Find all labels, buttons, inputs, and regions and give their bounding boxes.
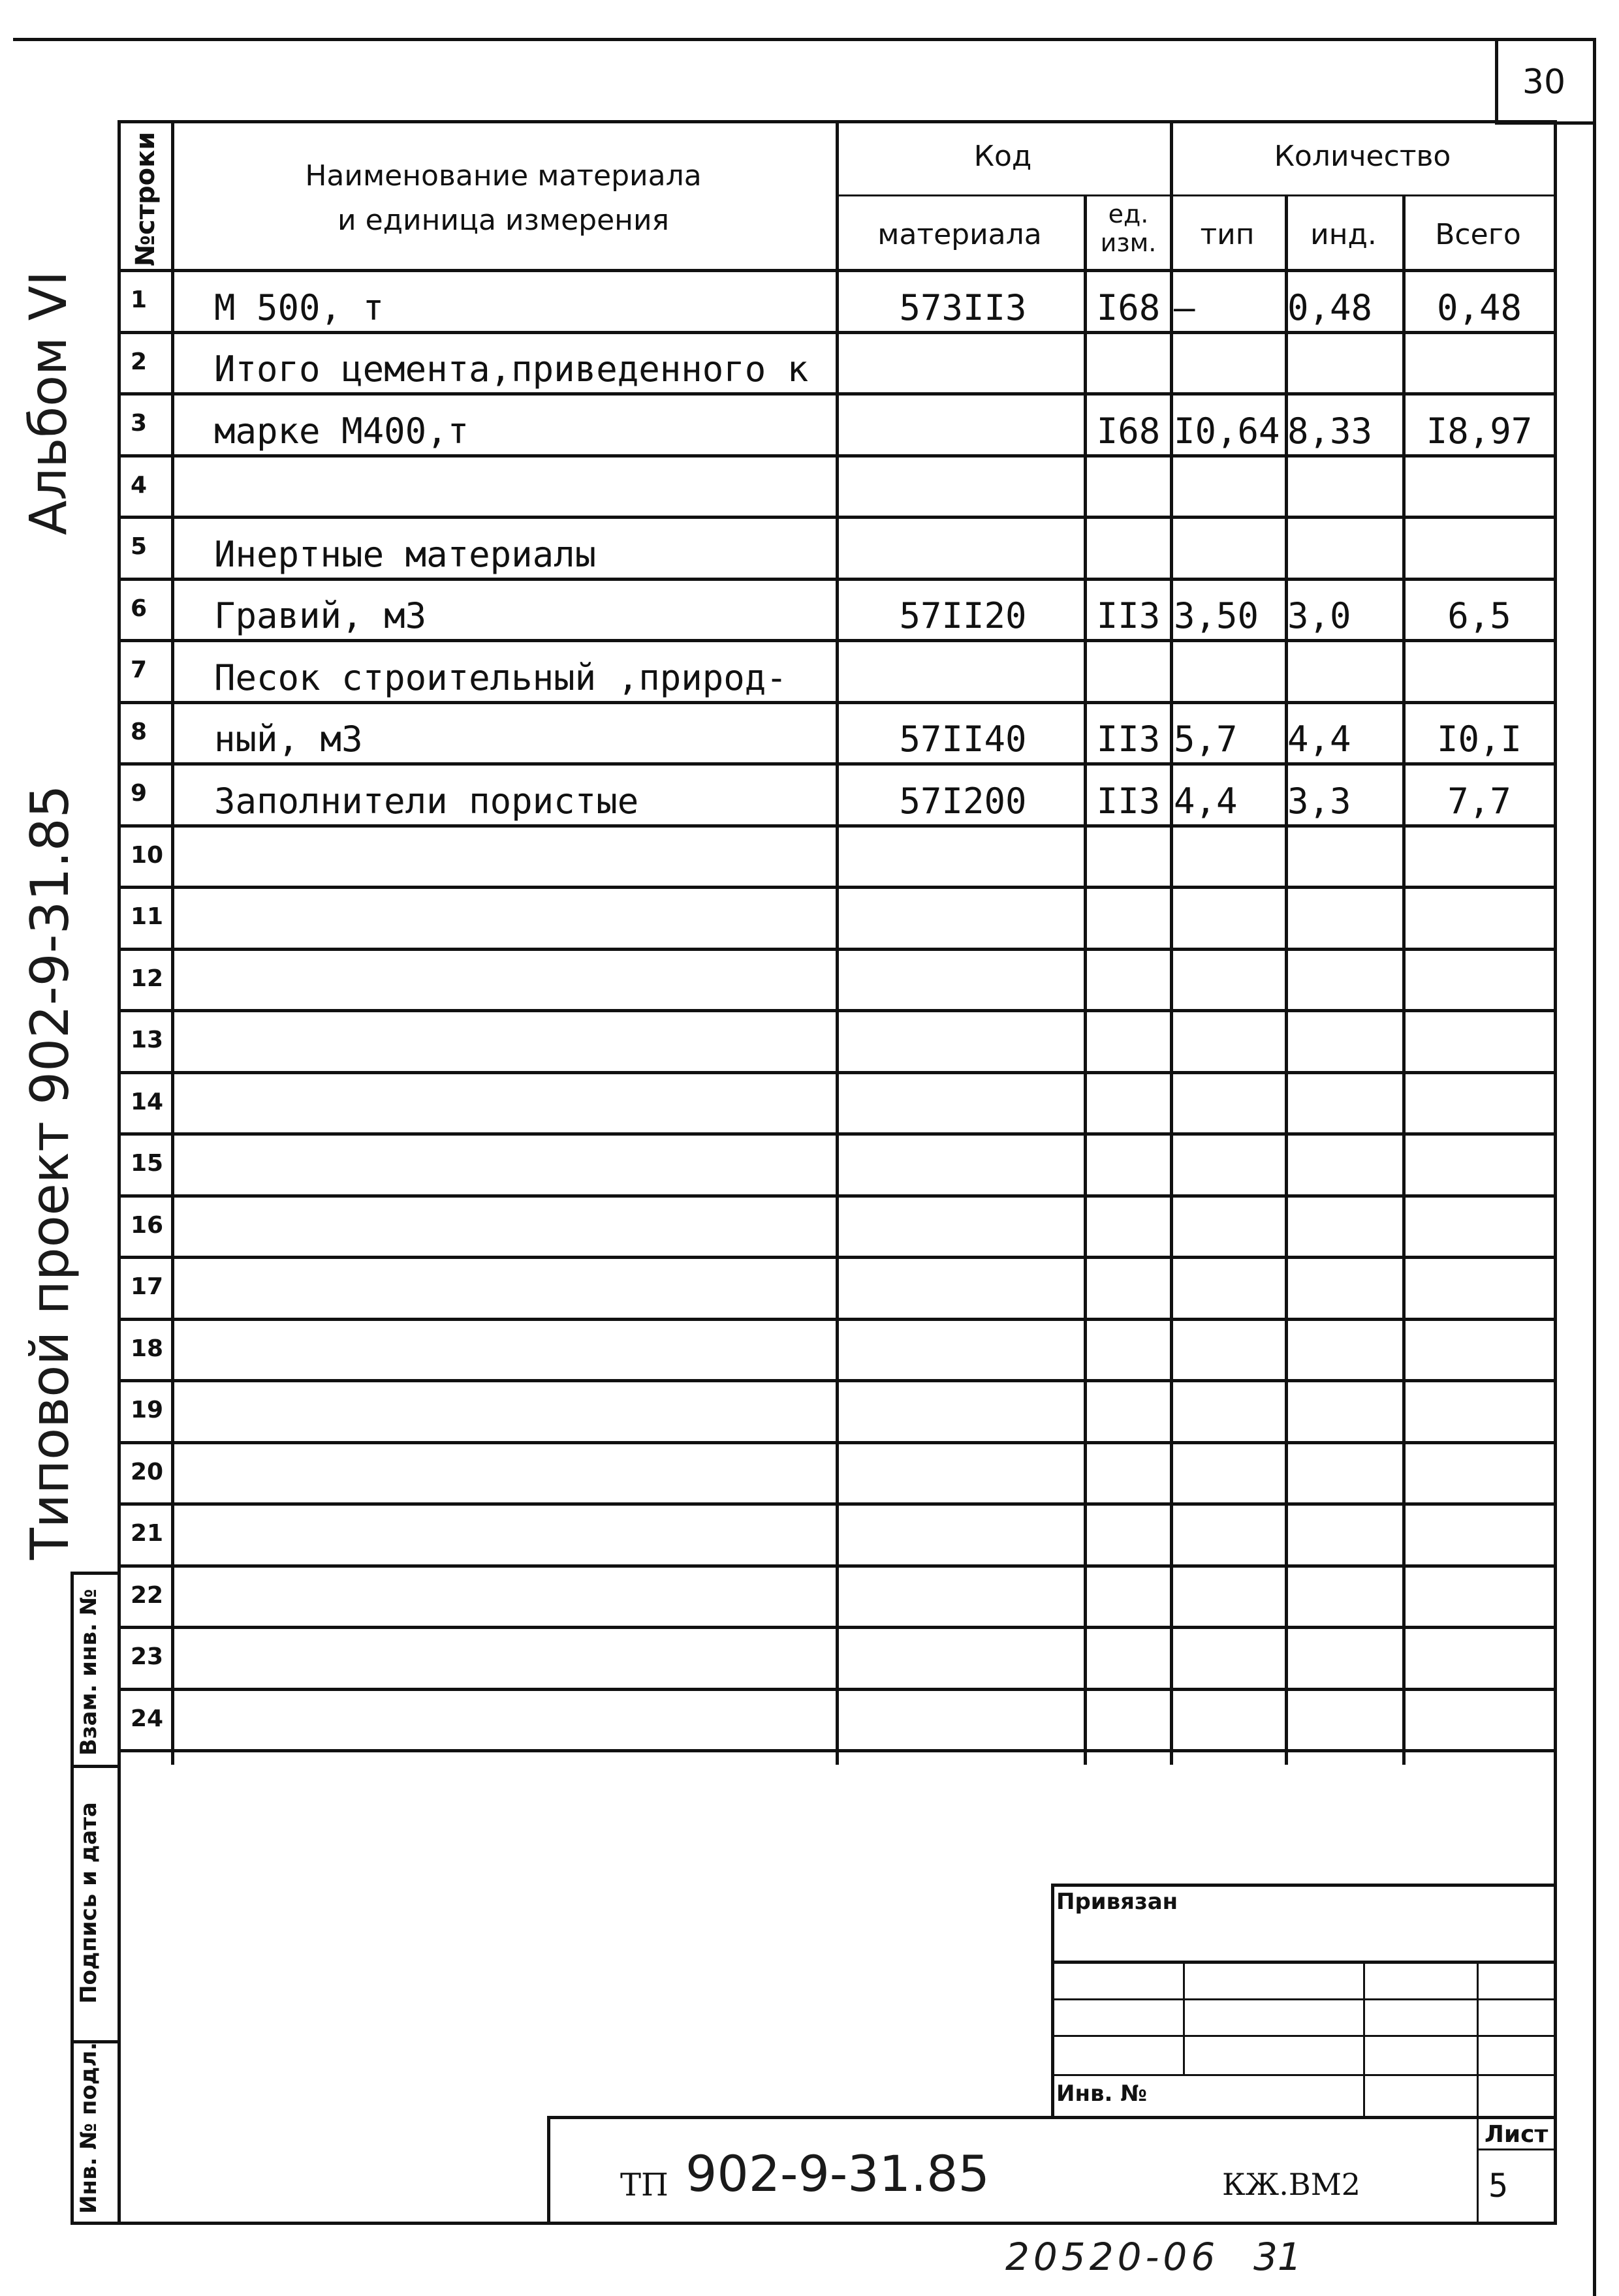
header-name-line2: и единица измерения — [337, 204, 670, 237]
row-divider — [118, 392, 1555, 396]
cell-total: 7,7 — [1447, 781, 1511, 822]
row-divider — [118, 1502, 1555, 1506]
row-divider — [118, 701, 1555, 704]
row-number: 17 — [131, 1273, 164, 1300]
tp-number-handwritten: 902-9-31.85 — [685, 2145, 990, 2203]
cell-ind: 3,0 — [1287, 595, 1351, 636]
cell-unit: I68 — [1096, 287, 1161, 328]
cell-name: М 500, т — [214, 287, 385, 328]
right-border — [1593, 38, 1596, 2296]
cell-total: 6,5 — [1447, 595, 1511, 636]
row-number: 14 — [131, 1089, 164, 1115]
main-frame-bottom — [71, 2222, 1557, 2225]
header-code: Код — [973, 140, 1032, 173]
privyazan-col-3 — [1477, 1961, 1479, 2223]
row-number: 9 — [131, 780, 148, 807]
cell-name: Итого цемента,приведенного к — [214, 349, 809, 390]
main-frame-right — [1554, 120, 1557, 2223]
cell-ind: 8,33 — [1287, 411, 1373, 452]
col-line-type — [1170, 120, 1173, 1765]
row-number: 12 — [131, 965, 164, 992]
row-number: 13 — [131, 1027, 164, 1053]
row-divider — [118, 331, 1555, 334]
row-divider — [118, 824, 1555, 828]
cell-name: Инертные материалы — [214, 534, 597, 575]
row-number: 4 — [131, 472, 148, 499]
row-number: 20 — [131, 1459, 164, 1485]
header-qty-type: тип — [1200, 218, 1255, 251]
row-number: 1 — [131, 287, 148, 313]
row-number: 23 — [131, 1643, 164, 1670]
privyazan-label: Привязан — [1056, 1889, 1178, 1915]
side-stamp-vzam-inv: Взам. инв. № — [76, 1589, 102, 1756]
row-number: 21 — [131, 1520, 164, 1547]
cell-unit: II3 — [1096, 719, 1161, 760]
margin-project-handwriting: Типовой проект 902-9-31.85 — [20, 784, 80, 1560]
row-number: 7 — [131, 657, 148, 683]
row-number: 10 — [131, 842, 164, 869]
footer-page: 31 — [1253, 2235, 1302, 2279]
row-number: 2 — [131, 349, 148, 375]
cell-unit: II3 — [1096, 781, 1161, 822]
row-number: 22 — [131, 1582, 164, 1609]
row-divider — [118, 948, 1555, 951]
side-stamp-sep1 — [71, 1765, 120, 1768]
cell-type: 3,50 — [1174, 595, 1259, 636]
cell-name: марке М400,т — [214, 411, 469, 452]
cell-code: 57I200 — [899, 781, 1027, 822]
cell-name: Песок строительный ,природ- — [214, 657, 787, 698]
header-name-line1: Наименование материала — [305, 159, 702, 193]
stamp-left — [547, 2116, 550, 2223]
cell-type: – — [1174, 287, 1195, 328]
footer-archive-number: 20520-06 — [1005, 2235, 1219, 2279]
row-divider — [118, 1194, 1555, 1198]
row-number: 6 — [131, 595, 148, 622]
cell-name: Заполнители пористые — [214, 781, 639, 822]
row-divider — [118, 516, 1555, 519]
tp-prefix: ТП — [620, 2167, 668, 2203]
side-stamp-mid — [118, 1573, 119, 2223]
cell-type: I0,64 — [1174, 411, 1280, 452]
margin-album-handwriting: Альбом VI — [20, 270, 78, 535]
cell-name: Гравий, м3 — [214, 595, 427, 636]
header-sub-line-code — [836, 194, 1554, 196]
inv-no-label: Инв. № — [1056, 2081, 1148, 2107]
list-number: 5 — [1488, 2167, 1509, 2205]
row-divider — [118, 886, 1555, 889]
stamp-top — [547, 2116, 1555, 2119]
cell-unit: II3 — [1096, 595, 1161, 636]
side-stamp-left — [71, 1573, 74, 2223]
header-row-no: №строки — [131, 131, 161, 266]
row-divider — [118, 762, 1555, 766]
row-divider — [118, 578, 1555, 581]
row-divider — [118, 1749, 1555, 1752]
list-label: Лист — [1485, 2121, 1548, 2148]
cell-type: 5,7 — [1174, 719, 1238, 760]
cell-unit: I68 — [1096, 411, 1161, 452]
privyazan-left — [1051, 1884, 1054, 2118]
row-divider — [118, 1688, 1555, 1691]
row-divider — [118, 1379, 1555, 1382]
row-number: 16 — [131, 1212, 164, 1239]
side-stamp-top — [71, 1572, 120, 1575]
privyazan-col-1 — [1183, 1961, 1185, 2075]
row-divider — [118, 1626, 1555, 1629]
row-number: 11 — [131, 903, 164, 930]
list-sep — [1477, 2149, 1555, 2150]
header-code-unit: ед. изм. — [1100, 200, 1157, 257]
cell-total: 0,48 — [1436, 287, 1522, 328]
row-divider — [118, 1071, 1555, 1074]
privyazan-grid-4 — [1051, 2074, 1555, 2076]
cell-ind: 3,3 — [1287, 781, 1351, 822]
row-number: 5 — [131, 533, 148, 560]
row-number: 3 — [131, 410, 148, 437]
privyazan-col-2 — [1363, 1961, 1365, 2118]
row-divider — [118, 1256, 1555, 1259]
privyazan-grid-3 — [1051, 2035, 1555, 2037]
row-divider — [118, 454, 1555, 458]
cell-total: I0,I — [1436, 719, 1522, 760]
header-qty-total: Всего — [1435, 218, 1521, 251]
row-divider — [118, 1564, 1555, 1568]
side-stamp-inv-podl: Инв. № подл. — [76, 2041, 102, 2214]
row-divider — [118, 639, 1555, 642]
cell-type: 4,4 — [1174, 781, 1238, 822]
col-line-name — [836, 120, 839, 1765]
row-number: 19 — [131, 1397, 164, 1423]
doc-code: КЖ.ВМ2 — [1222, 2167, 1361, 2202]
row-number: 24 — [131, 1705, 164, 1732]
header-code-material: материала — [877, 218, 1042, 251]
cell-ind: 0,48 — [1287, 287, 1373, 328]
cell-code: 57II20 — [899, 595, 1027, 636]
header-qty-ind: инд. — [1310, 218, 1377, 251]
row-divider — [118, 1441, 1555, 1444]
row-number: 8 — [131, 719, 148, 745]
privyazan-grid-2 — [1051, 1998, 1555, 2000]
row-number: 15 — [131, 1150, 164, 1177]
top-border — [13, 38, 1593, 41]
cell-code: 57II40 — [899, 719, 1027, 760]
cell-code: 573II3 — [899, 287, 1027, 328]
cell-name: ный, м3 — [214, 719, 363, 760]
header-quantity: Количество — [1274, 140, 1451, 173]
sheet-number: 30 — [1522, 63, 1566, 102]
privyazan-grid-1 — [1051, 1961, 1555, 1964]
cell-ind: 4,4 — [1287, 719, 1351, 760]
cell-total: I8,97 — [1426, 411, 1533, 452]
row-number: 18 — [131, 1335, 164, 1362]
privyazan-top — [1051, 1884, 1555, 1887]
row-divider — [118, 1132, 1555, 1136]
side-stamp-podpis-data: Подпись и дата — [76, 1802, 102, 2004]
row-divider — [118, 1318, 1555, 1321]
row-divider — [118, 1009, 1555, 1012]
